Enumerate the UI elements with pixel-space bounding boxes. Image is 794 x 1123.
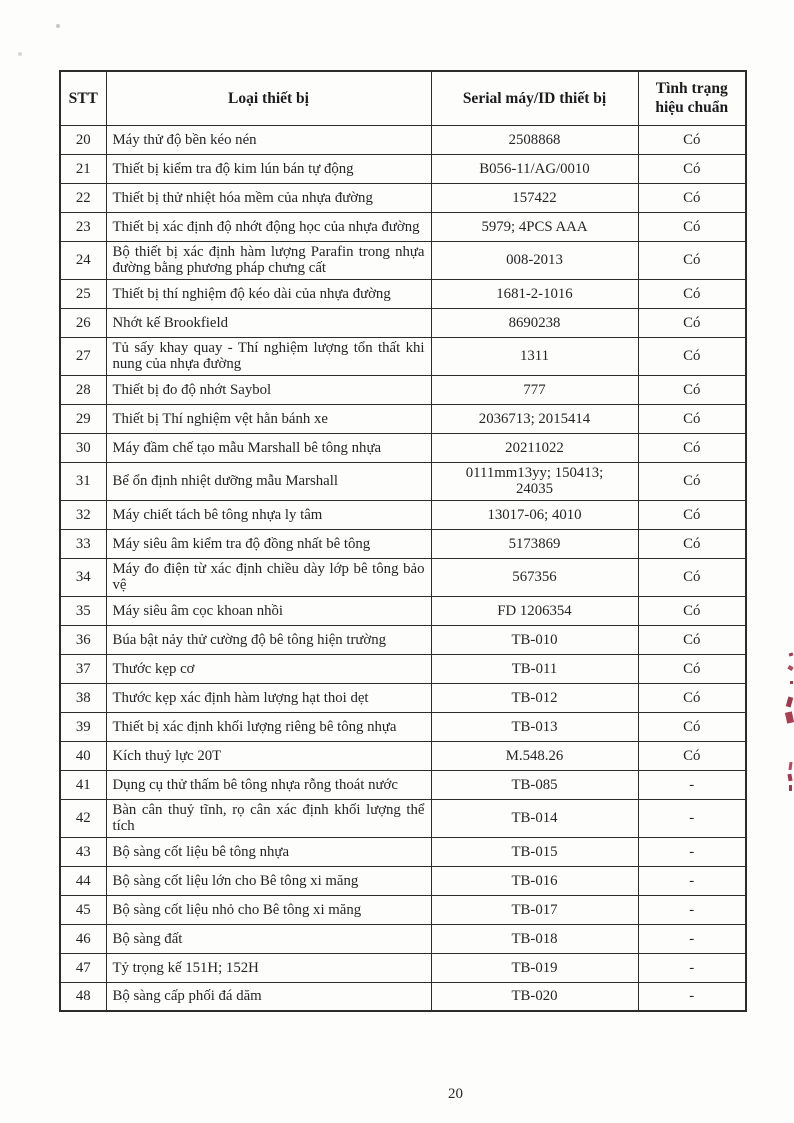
device-type-cell: Máy siêu âm kiểm tra độ đồng nhất bê tông <box>106 529 431 558</box>
device-type-cell: Bể ổn định nhiệt dưỡng mẫu Marshall <box>106 462 431 500</box>
serial-id-cell: TB-016 <box>431 866 638 895</box>
device-type-cell: Bàn cân thuỷ tĩnh, rọ cân xác định khối lượng thể tích <box>106 799 431 837</box>
red-ink-fragment <box>788 762 792 770</box>
calibration-status-cell: Có <box>638 375 746 404</box>
table-row <box>60 279 746 308</box>
calibration-status-cell: Có <box>638 712 746 741</box>
calibration-status-cell: Có <box>638 558 746 596</box>
calibration-status-cell: Có <box>638 654 746 683</box>
row-number-cell: 20 <box>60 125 106 154</box>
serial-id-cell: 20211022 <box>431 433 638 462</box>
red-ink-fragment <box>787 665 793 671</box>
row-number-cell: 33 <box>60 529 106 558</box>
header-device-type: Loại thiết bị <box>106 71 431 125</box>
device-type-cell: Bộ sàng đất <box>106 924 431 953</box>
row-number-cell: 25 <box>60 279 106 308</box>
row-number-cell: 32 <box>60 500 106 529</box>
serial-id-cell: 567356 <box>431 558 638 596</box>
header-stt: STT <box>60 71 106 125</box>
calibration-status-cell: Có <box>638 279 746 308</box>
scan-speck <box>56 24 60 28</box>
table-row <box>60 529 746 558</box>
serial-id-cell: TB-011 <box>431 654 638 683</box>
header-row <box>60 71 746 125</box>
calibration-status-cell: - <box>638 953 746 982</box>
serial-id-cell: TB-010 <box>431 625 638 654</box>
serial-id-cell: TB-018 <box>431 924 638 953</box>
table-row <box>60 654 746 683</box>
serial-id-cell: B056-11/AG/0010 <box>431 154 638 183</box>
serial-id-cell: 2036713; 2015414 <box>431 404 638 433</box>
table-row <box>60 741 746 770</box>
table-row <box>60 625 746 654</box>
row-number-cell: 40 <box>60 741 106 770</box>
table-row <box>60 596 746 625</box>
row-number-cell: 48 <box>60 982 106 1011</box>
device-type-cell: Thiết bị xác định độ nhớt động học của nhựa đường <box>106 212 431 241</box>
table-row <box>60 375 746 404</box>
red-ink-fragment <box>786 697 793 708</box>
calibration-status-cell: Có <box>638 625 746 654</box>
row-number-cell: 38 <box>60 683 106 712</box>
table-row <box>60 212 746 241</box>
calibration-status-cell: - <box>638 895 746 924</box>
device-type-cell: Máy đo điện từ xác định chiều dày lớp bê tông bảo vệ <box>106 558 431 596</box>
table-body <box>60 125 746 1011</box>
serial-id-cell: TB-020 <box>431 982 638 1011</box>
device-type-cell: Búa bật nảy thử cường độ bê tông hiện trường <box>106 625 431 654</box>
device-type-cell: Máy chiết tách bê tông nhựa ly tâm <box>106 500 431 529</box>
scan-speck <box>18 52 22 56</box>
serial-id-cell: 157422 <box>431 183 638 212</box>
device-type-cell: Thiết bị kiểm tra độ kim lún bán tự động <box>106 154 431 183</box>
serial-id-cell: 8690238 <box>431 308 638 337</box>
device-type-cell: Thiết bị thí nghiệm độ kéo dài của nhựa đường <box>106 279 431 308</box>
table-row <box>60 799 746 837</box>
calibration-status-cell: Có <box>638 433 746 462</box>
row-number-cell: 39 <box>60 712 106 741</box>
table-row <box>60 866 746 895</box>
table-row <box>60 953 746 982</box>
calibration-status-cell: Có <box>638 241 746 279</box>
serial-id-cell: 5173869 <box>431 529 638 558</box>
equipment-table <box>59 70 747 1012</box>
row-number-cell: 46 <box>60 924 106 953</box>
table-row <box>60 712 746 741</box>
calibration-status-cell: Có <box>638 212 746 241</box>
red-ink-fragment <box>790 681 793 684</box>
device-type-cell: Máy đầm chế tạo mẫu Marshall bê tông nhựa <box>106 433 431 462</box>
device-type-cell: Máy thử độ bền kéo nén <box>106 125 431 154</box>
row-number-cell: 24 <box>60 241 106 279</box>
device-type-cell: Thiết bị Thí nghiệm vệt hằn bánh xe <box>106 404 431 433</box>
row-number-cell: 22 <box>60 183 106 212</box>
table-row <box>60 154 746 183</box>
serial-id-cell: 1681-2-1016 <box>431 279 638 308</box>
row-number-cell: 45 <box>60 895 106 924</box>
row-number-cell: 23 <box>60 212 106 241</box>
row-number-cell: 35 <box>60 596 106 625</box>
device-type-cell: Bộ sàng cốt liệu nhỏ cho Bê tông xi măng <box>106 895 431 924</box>
red-ink-fragment <box>789 785 792 791</box>
calibration-status-cell: Có <box>638 500 746 529</box>
row-number-cell: 21 <box>60 154 106 183</box>
calibration-status-cell: Có <box>638 337 746 375</box>
calibration-status-cell: Có <box>638 741 746 770</box>
calibration-status-cell: Có <box>638 183 746 212</box>
device-type-cell: Bộ sàng cốt liệu bê tông nhựa <box>106 837 431 866</box>
calibration-status-cell: Có <box>638 529 746 558</box>
serial-id-cell: TB-014 <box>431 799 638 837</box>
row-number-cell: 28 <box>60 375 106 404</box>
device-type-cell: Bộ thiết bị xác định hàm lượng Parafin trong nhựa đường bằng phương pháp chưng cất <box>106 241 431 279</box>
table-row <box>60 125 746 154</box>
table-row <box>60 337 746 375</box>
serial-id-cell: 13017-06; 4010 <box>431 500 638 529</box>
table-row <box>60 895 746 924</box>
device-type-cell: Tủ sấy khay quay - Thí nghiệm lượng tổn thất khi nung của nhựa đường <box>106 337 431 375</box>
calibration-status-cell: Có <box>638 596 746 625</box>
red-ink-fragment <box>787 774 792 782</box>
calibration-status-cell: - <box>638 866 746 895</box>
device-type-cell: Tỷ trọng kế 151H; 152H <box>106 953 431 982</box>
row-number-cell: 30 <box>60 433 106 462</box>
serial-id-cell: TB-013 <box>431 712 638 741</box>
table-row <box>60 241 746 279</box>
calibration-status-cell: Có <box>638 154 746 183</box>
table-row <box>60 683 746 712</box>
serial-id-cell: 5979; 4PCS AAA <box>431 212 638 241</box>
table-row <box>60 924 746 953</box>
row-number-cell: 26 <box>60 308 106 337</box>
serial-id-cell: TB-019 <box>431 953 638 982</box>
serial-id-cell: 0111mm13yy; 150413; 24035 <box>431 462 638 500</box>
table-row <box>60 433 746 462</box>
calibration-status-cell: - <box>638 982 746 1011</box>
serial-id-cell: FD 1206354 <box>431 596 638 625</box>
table-row <box>60 183 746 212</box>
header-calibration-status: Tình trạng hiệu chuẩn <box>638 71 746 125</box>
device-type-cell: Thước kẹp xác định hàm lượng hạt thoi dẹt <box>106 683 431 712</box>
calibration-status-cell: - <box>638 924 746 953</box>
device-type-cell: Bộ sàng cấp phối đá dăm <box>106 982 431 1011</box>
table-row <box>60 462 746 500</box>
row-number-cell: 34 <box>60 558 106 596</box>
device-type-cell: Thiết bị đo độ nhớt Saybol <box>106 375 431 404</box>
row-number-cell: 42 <box>60 799 106 837</box>
table-row <box>60 982 746 1011</box>
table-row <box>60 308 746 337</box>
calibration-status-cell: - <box>638 770 746 799</box>
serial-id-cell: 1311 <box>431 337 638 375</box>
table-row <box>60 837 746 866</box>
serial-id-cell: TB-012 <box>431 683 638 712</box>
calibration-status-cell: Có <box>638 125 746 154</box>
row-number-cell: 29 <box>60 404 106 433</box>
device-type-cell: Thước kẹp cơ <box>106 654 431 683</box>
device-type-cell: Bộ sàng cốt liệu lớn cho Bê tông xi măng <box>106 866 431 895</box>
row-number-cell: 41 <box>60 770 106 799</box>
row-number-cell: 36 <box>60 625 106 654</box>
device-type-cell: Nhớt kế Brookfield <box>106 308 431 337</box>
calibration-status-cell: - <box>638 799 746 837</box>
serial-id-cell: TB-085 <box>431 770 638 799</box>
device-type-cell: Kích thuỷ lực 20T <box>106 741 431 770</box>
page-number: 20 <box>448 1086 463 1102</box>
row-number-cell: 37 <box>60 654 106 683</box>
calibration-status-cell: Có <box>638 683 746 712</box>
table-row <box>60 558 746 596</box>
serial-id-cell: M.548.26 <box>431 741 638 770</box>
serial-id-cell: 777 <box>431 375 638 404</box>
calibration-status-cell: Có <box>638 404 746 433</box>
serial-id-cell: TB-017 <box>431 895 638 924</box>
calibration-status-cell: Có <box>638 308 746 337</box>
device-type-cell: Thiết bị xác định khối lượng riêng bê tông nhựa <box>106 712 431 741</box>
table-header <box>60 71 746 125</box>
header-serial-id: Serial máy/ID thiết bị <box>431 71 638 125</box>
row-number-cell: 31 <box>60 462 106 500</box>
row-number-cell: 44 <box>60 866 106 895</box>
row-number-cell: 43 <box>60 837 106 866</box>
row-number-cell: 47 <box>60 953 106 982</box>
device-type-cell: Thiết bị thử nhiệt hóa mềm của nhựa đường <box>106 183 431 212</box>
device-type-cell: Dụng cụ thử thấm bê tông nhựa rỗng thoát nước <box>106 770 431 799</box>
serial-id-cell: TB-015 <box>431 837 638 866</box>
red-ink-fragment <box>789 652 794 656</box>
calibration-status-cell: - <box>638 837 746 866</box>
serial-id-cell: 2508868 <box>431 125 638 154</box>
table-row <box>60 770 746 799</box>
device-type-cell: Máy siêu âm cọc khoan nhồi <box>106 596 431 625</box>
serial-id-cell: 008-2013 <box>431 241 638 279</box>
row-number-cell: 27 <box>60 337 106 375</box>
table-row <box>60 500 746 529</box>
calibration-status-cell: Có <box>638 462 746 500</box>
table-row <box>60 404 746 433</box>
red-ink-fragment <box>785 711 794 723</box>
